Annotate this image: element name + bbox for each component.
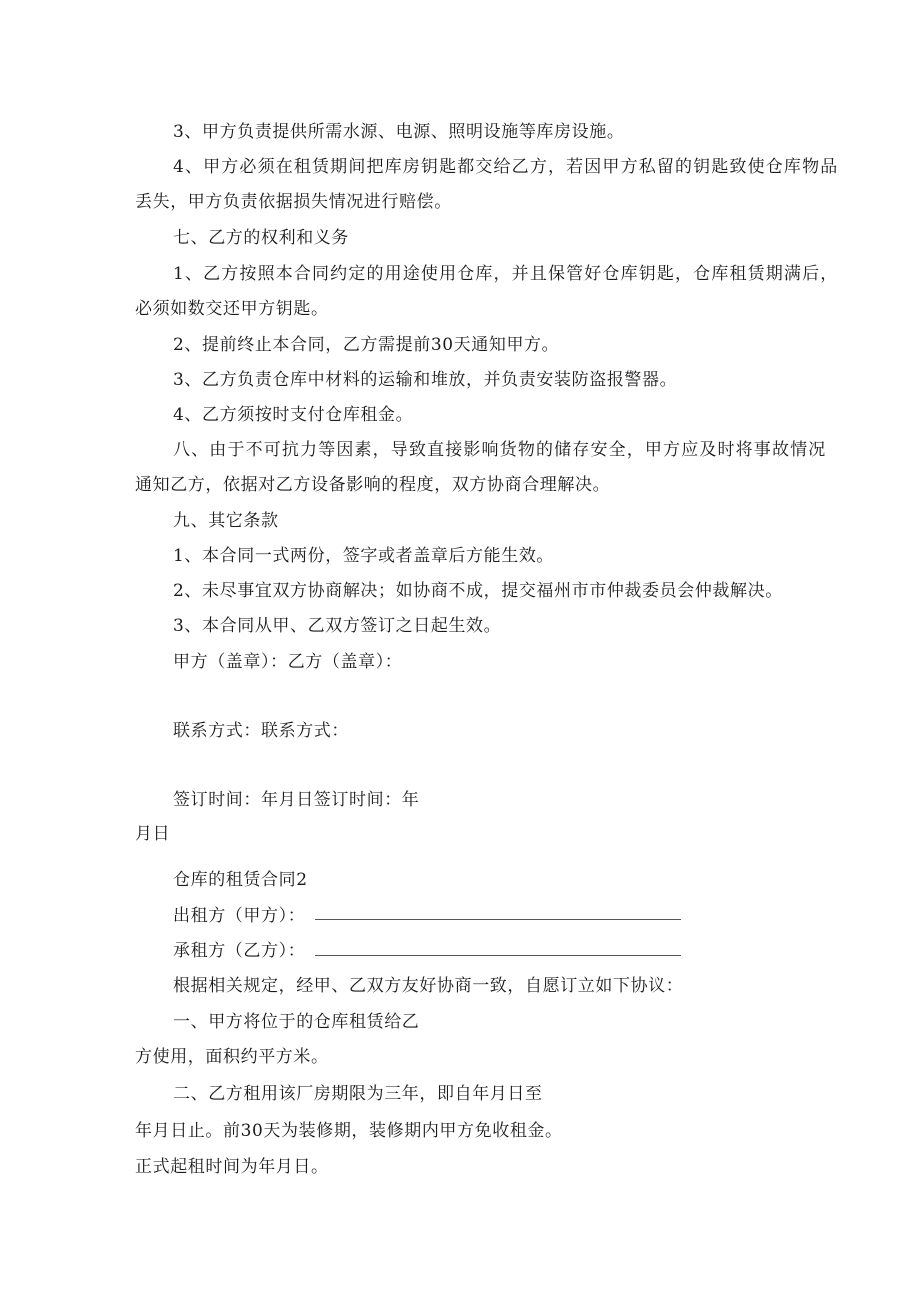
clause-7-1-line1: 1、乙方按照本合同约定的用途使用仓库，并且保管好仓库钥匙，仓库租赁期满后， (173, 264, 839, 284)
section-9-heading: 九、其它条款 (173, 511, 279, 531)
lessee-label: 承租方（乙方）： (173, 941, 306, 961)
clause-9-1: 1、本合同一式两份，签字或者盖章后方能生效。 (173, 546, 555, 566)
clause-7-3: 3、乙方负责仓库中材料的运输和堆放，并负责安装防盗报警器。 (173, 370, 678, 390)
clause-2-line2: 年月日止。前30天为装修期，装修期内甲方免收租金。 (135, 1121, 563, 1141)
clause-1-line1: 一、甲方将位于的仓库租赁给乙 (173, 1012, 420, 1032)
signing-date-line2: 月日 (135, 824, 171, 844)
agreement-intro: 根据相关规定，经甲、乙双方友好协商一致，自愿订立如下协议： (173, 976, 684, 996)
clause-2-line3: 正式起租时间为年月日。 (135, 1157, 329, 1177)
clause-6-4-line1: 4、甲方必须在租赁期间把库房钥匙都交给乙方，若因甲方私留的钥匙致使仓库物品 (173, 157, 839, 177)
clause-7-2: 2、提前终止本合同，乙方需提前30天通知甲方。 (173, 335, 560, 355)
signature-parties: 甲方（盖章）：乙方（盖章）： (173, 652, 403, 672)
lessor-label: 出租方（甲方）： (173, 906, 306, 926)
clause-6-4-line2: 丢失，甲方负责依据损失情况进行赔偿。 (135, 192, 452, 212)
signing-date-line1: 签订时间：年月日签订时间：年 (173, 790, 420, 810)
section-8-line2: 通知乙方，依据对乙方设备影响的程度，双方协商合理解决。 (135, 475, 611, 495)
clause-9-2: 2、未尽事宜双方协商解决；如协商不成，提交福州市市仲裁委员会仲裁解决。 (173, 581, 783, 601)
clause-7-1-line2: 必须如数交还甲方钥匙。 (135, 299, 329, 319)
lessee-blank-line (315, 955, 681, 956)
contract-2-title: 仓库的租赁合同2 (173, 870, 308, 890)
clause-7-4: 4、乙方须按时支付仓库租金。 (173, 405, 414, 425)
contact-info: 联系方式：联系方式： (173, 721, 349, 741)
section-8-line1: 八、由于不可抗力等因素，导致直接影响货物的储存安全，甲方应及时将事故情况 (173, 440, 827, 460)
lessor-blank-line (315, 919, 681, 920)
section-7-heading: 七、乙方的权利和义务 (173, 228, 349, 248)
clause-9-3: 3、本合同从甲、乙双方签订之日起生效。 (173, 616, 502, 636)
clause-1-line2: 方使用，面积约平方米。 (135, 1047, 329, 1067)
clause-2-line1: 二、乙方租用该厂房期限为三年，即自年月日至 (173, 1084, 543, 1104)
clause-6-3: 3、甲方负责提供所需水源、电源、照明设施等库房设施。 (173, 122, 625, 142)
